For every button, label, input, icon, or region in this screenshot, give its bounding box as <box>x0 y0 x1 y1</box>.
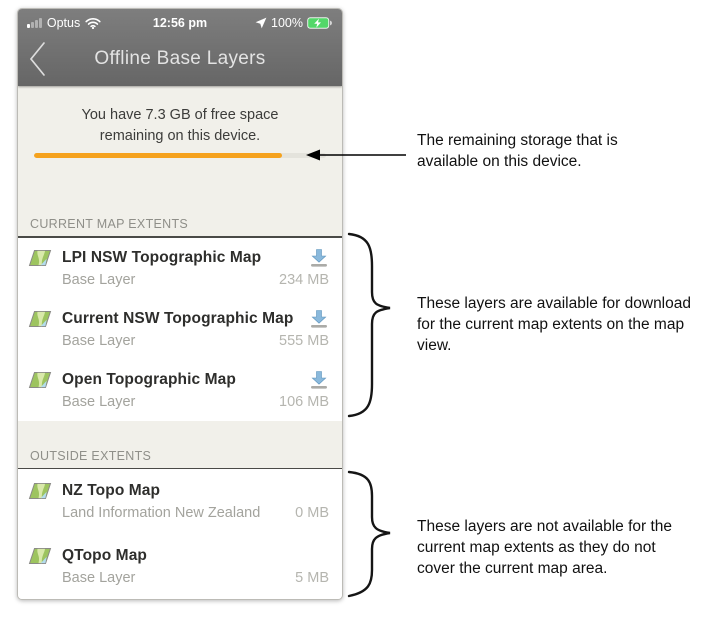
map-layer-icon <box>27 309 53 329</box>
layer-row[interactable] <box>18 534 342 599</box>
nav-bar <box>18 31 342 86</box>
layer-row[interactable] <box>18 238 342 299</box>
section-header-outside-extents: OUTSIDE EXTENTS <box>30 448 152 463</box>
layer-size: 106 MB <box>279 393 329 410</box>
download-icon[interactable] <box>309 370 329 389</box>
layer-size: 5 MB <box>295 569 329 586</box>
download-icon[interactable] <box>309 309 329 328</box>
layer-title: NZ Topo Map <box>62 482 161 499</box>
layer-title: QTopo Map <box>62 546 147 564</box>
annotation-storage-note: The remaining storage that is available on this device. <box>417 132 618 170</box>
layer-size: 555 MB <box>279 332 329 349</box>
phone-screenshot <box>17 8 343 600</box>
page-title: Offline Base Layers <box>94 47 266 69</box>
header <box>18 9 342 86</box>
curly-brace <box>341 469 397 599</box>
back-chevron-icon[interactable] <box>27 40 51 78</box>
layer-title: Current NSW Topographic Map <box>62 309 294 327</box>
layer-subtitle: Base Layer <box>62 393 136 410</box>
carrier-label: Optus <box>46 15 81 30</box>
outside-extents-band <box>18 421 342 468</box>
layer-row[interactable] <box>18 469 342 534</box>
curly-brace <box>341 231 397 419</box>
current-extents-list <box>18 238 342 421</box>
layer-size: 0 MB <box>295 505 329 521</box>
layer-subtitle: Base Layer <box>62 271 136 288</box>
free-space-message: You have 7.3 GB of free space remaining on this device. <box>81 107 279 144</box>
map-layer-icon <box>27 546 53 566</box>
layer-title: LPI NSW Topographic Map <box>62 248 262 266</box>
layer-subtitle: Land Information New Zealand <box>62 505 261 521</box>
layer-row[interactable] <box>18 299 342 360</box>
storage-section <box>18 86 342 236</box>
status-bar <box>18 9 342 31</box>
download-icon[interactable] <box>309 248 329 267</box>
annotation-current-extents-note: These layers are available for download for the current map extents on the map view. <box>417 295 691 354</box>
layer-row[interactable] <box>18 360 342 421</box>
annotation-arrow <box>306 147 408 163</box>
layer-subtitle: Base Layer <box>62 332 136 349</box>
storage-progress-bar <box>34 153 326 158</box>
section-header-current-extents: CURRENT MAP EXTENTS <box>30 217 189 231</box>
layer-size: 234 MB <box>279 271 329 288</box>
battery-percent-label: 100% <box>271 15 303 30</box>
map-layer-icon <box>27 481 53 501</box>
storage-progress-fill <box>34 153 282 158</box>
map-layer-icon <box>27 370 53 390</box>
layer-subtitle: Base Layer <box>62 569 136 586</box>
annotation-outside-extents-note: These layers are not available for the current map extents as they do not cover the current map area. <box>417 518 673 577</box>
layer-title: Open Topographic Map <box>62 370 236 388</box>
clock: 12:56 pm <box>152 15 208 30</box>
outside-extents-list <box>18 469 342 599</box>
map-layer-icon <box>27 248 53 268</box>
